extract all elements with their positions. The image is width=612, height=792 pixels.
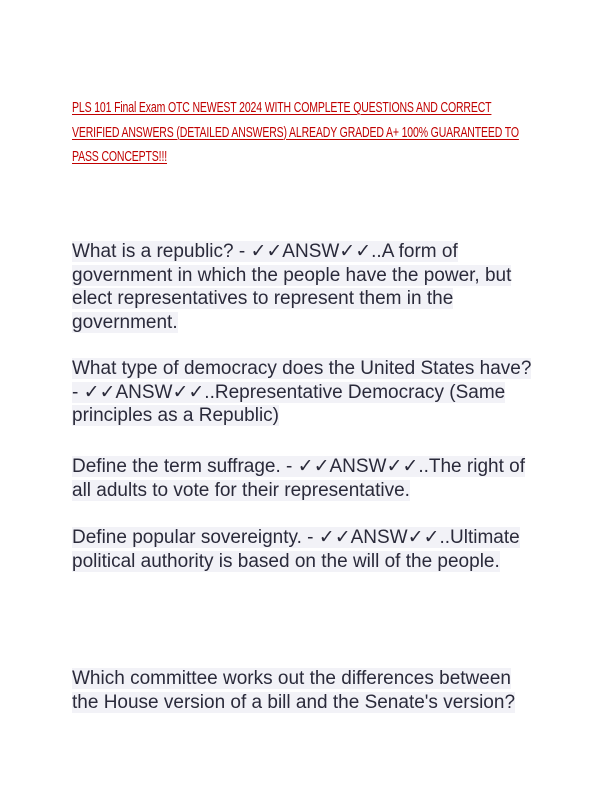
qa-entry (72, 526, 542, 573)
qa-text: Define popular sovereignty. - ✓✓ANSW✓✓..Ultimate political authority is based on the will of the people. (72, 527, 520, 572)
document-title: PLS 101 Final Exam OTC NEWEST 2024 WITH COMPLETE QUESTIONS AND CORRECT VERIFIED ANSWERS (DETAILED ANSWERS) ALREADY GRADED A+ 100% GUARANTEED TO PASS CONCEPTS!!! (72, 99, 519, 165)
qa-text: Define the term suffrage. - ✓✓ANSW✓✓..The right of all adults to vote for their representative. (72, 456, 525, 501)
qa-entry (72, 667, 542, 714)
qa-text: Which committee works out the differences between the House version of a bill and the Senate's version? (72, 668, 516, 713)
qa-entry (72, 357, 542, 428)
qa-entry (72, 240, 542, 334)
qa-text: What type of democracy does the United States have? - ✓✓ANSW✓✓..Representative Democracy (Same principles as a Republic) (72, 358, 532, 426)
qa-text: What is a republic? - ✓✓ANSW✓✓..A form of government in which the people have the power, but elect representatives to represent them in the government. (72, 241, 512, 333)
qa-entry (72, 455, 542, 502)
